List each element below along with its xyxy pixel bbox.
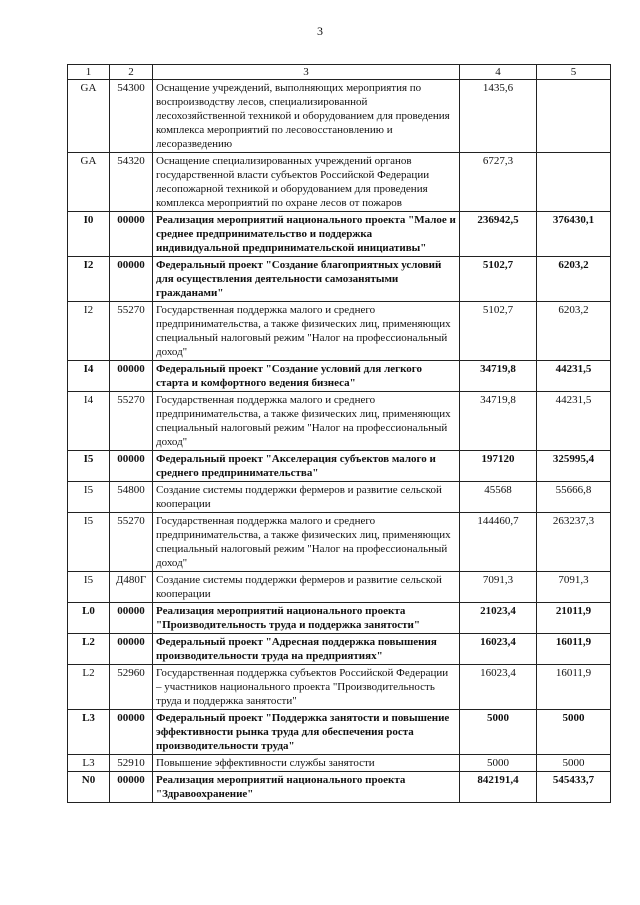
table-row	[68, 257, 611, 302]
row-value-col5-cell: 325995,4	[537, 451, 611, 482]
row-value-col5-cell: 21011,9	[537, 603, 611, 634]
row-code-cell: I5	[68, 482, 110, 513]
row-description-cell: Федеральный проект "Создание условий для легкого старта и комфортного ведения бизнеса"	[153, 361, 460, 392]
row-subcode-cell: 00000	[110, 634, 153, 665]
row-code-cell: GA	[68, 80, 110, 153]
row-value-col4-cell: 6727,3	[460, 153, 537, 212]
row-value-col4-cell: 16023,4	[460, 665, 537, 710]
row-subcode-cell: 54800	[110, 482, 153, 513]
table-row	[68, 212, 611, 257]
row-value-col4-cell: 34719,8	[460, 392, 537, 451]
table-row	[68, 572, 611, 603]
header-col-2: 2	[110, 65, 153, 80]
row-description-cell: Повышение эффективности службы занятости	[153, 755, 460, 772]
table-row	[68, 665, 611, 710]
header-col-4: 4	[460, 65, 537, 80]
row-description-cell: Государственная поддержка субъектов Российской Федерации – участников национального проекта "Производительность труда и поддержка занятости"	[153, 665, 460, 710]
row-subcode-cell: 00000	[110, 603, 153, 634]
row-code-cell: I4	[68, 392, 110, 451]
row-subcode-cell: 52960	[110, 665, 153, 710]
row-value-col4-cell: 1435,6	[460, 80, 537, 153]
page-number: 3	[317, 24, 323, 38]
row-subcode-cell: 00000	[110, 451, 153, 482]
row-description-cell: Создание системы поддержки фермеров и развитие сельской кооперации	[153, 572, 460, 603]
row-value-col5-cell: 16011,9	[537, 665, 611, 710]
row-code-cell: I5	[68, 513, 110, 572]
row-code-cell: I4	[68, 361, 110, 392]
row-value-col5-cell: 7091,3	[537, 572, 611, 603]
row-code-cell: L2	[68, 665, 110, 710]
row-subcode-cell: 55270	[110, 302, 153, 361]
row-value-col4-cell: 21023,4	[460, 603, 537, 634]
row-value-col5-cell: 5000	[537, 755, 611, 772]
row-description-cell: Государственная поддержка малого и среднего предпринимательства, а также физических лиц, применяющих специальный налоговый режим "Налог на профессиональный доход"	[153, 513, 460, 572]
row-value-col4-cell: 197120	[460, 451, 537, 482]
row-subcode-cell: 00000	[110, 772, 153, 803]
header-col-5: 5	[537, 65, 611, 80]
table-row	[68, 482, 611, 513]
row-code-cell: L3	[68, 755, 110, 772]
row-code-cell: I5	[68, 572, 110, 603]
row-description-cell: Федеральный проект "Акселерация субъектов малого и среднего предпринимательства"	[153, 451, 460, 482]
table-row	[68, 392, 611, 451]
row-value-col4-cell: 842191,4	[460, 772, 537, 803]
table-row	[68, 755, 611, 772]
row-value-col5-cell: 545433,7	[537, 772, 611, 803]
row-value-col5-cell: 6203,2	[537, 257, 611, 302]
row-value-col5-cell: 55666,8	[537, 482, 611, 513]
row-subcode-cell: 52910	[110, 755, 153, 772]
row-code-cell: I5	[68, 451, 110, 482]
row-code-cell: L3	[68, 710, 110, 755]
row-code-cell: L2	[68, 634, 110, 665]
row-value-col4-cell: 45568	[460, 482, 537, 513]
row-description-cell: Реализация мероприятий национального проекта "Производительность труда и поддержка занятости"	[153, 603, 460, 634]
row-value-col5-cell: 376430,1	[537, 212, 611, 257]
row-description-cell: Реализация мероприятий национального проекта "Малое и среднее предпринимательство и поддержка индивидуальной предпринимательской инициативы"	[153, 212, 460, 257]
row-description-cell: Федеральный проект "Поддержка занятости и повышение эффективности рынка труда для обеспечения роста производительности труда"	[153, 710, 460, 755]
row-subcode-cell: 00000	[110, 361, 153, 392]
budget-table	[67, 64, 611, 803]
row-value-col4-cell: 5000	[460, 755, 537, 772]
row-value-col5-cell: 5000	[537, 710, 611, 755]
row-code-cell: GA	[68, 153, 110, 212]
table-row	[68, 772, 611, 803]
row-value-col5-cell: 44231,5	[537, 392, 611, 451]
row-value-col4-cell: 236942,5	[460, 212, 537, 257]
row-description-cell: Государственная поддержка малого и среднего предпринимательства, а также физических лиц, применяющих специальный налоговый режим "Налог на профессиональный доход"	[153, 302, 460, 361]
row-value-col4-cell: 16023,4	[460, 634, 537, 665]
row-subcode-cell: 00000	[110, 710, 153, 755]
row-description-cell: Федеральный проект "Создание благоприятных условий для осуществления деятельности самозанятыми гражданами"	[153, 257, 460, 302]
table-row	[68, 634, 611, 665]
row-description-cell: Создание системы поддержки фермеров и развитие сельской кооперации	[153, 482, 460, 513]
row-value-col5-cell: 16011,9	[537, 634, 611, 665]
row-subcode-cell: 54300	[110, 80, 153, 153]
row-value-col5-cell	[537, 153, 611, 212]
row-value-col4-cell: 5102,7	[460, 302, 537, 361]
row-subcode-cell: 54320	[110, 153, 153, 212]
row-code-cell: I0	[68, 212, 110, 257]
row-description-cell: Государственная поддержка малого и среднего предпринимательства, а также физических лиц, применяющих специальный налоговый режим "Налог на профессиональный доход"	[153, 392, 460, 451]
header-col-3: 3	[153, 65, 460, 80]
row-description-cell: Оснащение учреждений, выполняющих мероприятия по воспроизводству лесов, специализированной лесохозяйственной техникой и оборудованием для проведения комплекса мероприятий по лесовосстановлению и лесоразведению	[153, 80, 460, 153]
table-header-row	[68, 65, 611, 80]
row-value-col5-cell: 6203,2	[537, 302, 611, 361]
row-value-col4-cell: 7091,3	[460, 572, 537, 603]
table-row	[68, 603, 611, 634]
table-row	[68, 361, 611, 392]
row-description-cell: Оснащение специализированных учреждений органов государственной власти субъектов Российской Федерации лесопожарной техникой и оборудованием для проведения комплекса мероприятий по охране лесов от пожаров	[153, 153, 460, 212]
row-code-cell: I2	[68, 257, 110, 302]
table-row	[68, 80, 611, 153]
row-value-col4-cell: 144460,7	[460, 513, 537, 572]
header-col-1: 1	[68, 65, 110, 80]
row-code-cell: N0	[68, 772, 110, 803]
table-row	[68, 710, 611, 755]
row-subcode-cell: 00000	[110, 257, 153, 302]
row-subcode-cell: Д480Г	[110, 572, 153, 603]
row-value-col5-cell	[537, 80, 611, 153]
row-subcode-cell: 00000	[110, 212, 153, 257]
row-description-cell: Федеральный проект "Адресная поддержка повышения производительности труда на предприятиях"	[153, 634, 460, 665]
row-code-cell: L0	[68, 603, 110, 634]
row-subcode-cell: 55270	[110, 513, 153, 572]
row-value-col4-cell: 5000	[460, 710, 537, 755]
row-subcode-cell: 55270	[110, 392, 153, 451]
table-row	[68, 451, 611, 482]
row-value-col5-cell: 263237,3	[537, 513, 611, 572]
row-description-cell: Реализация мероприятий национального проекта "Здравоохранение"	[153, 772, 460, 803]
row-value-col4-cell: 5102,7	[460, 257, 537, 302]
table-row	[68, 153, 611, 212]
row-code-cell: I2	[68, 302, 110, 361]
row-value-col5-cell: 44231,5	[537, 361, 611, 392]
table-row	[68, 302, 611, 361]
row-value-col4-cell: 34719,8	[460, 361, 537, 392]
table-row	[68, 513, 611, 572]
